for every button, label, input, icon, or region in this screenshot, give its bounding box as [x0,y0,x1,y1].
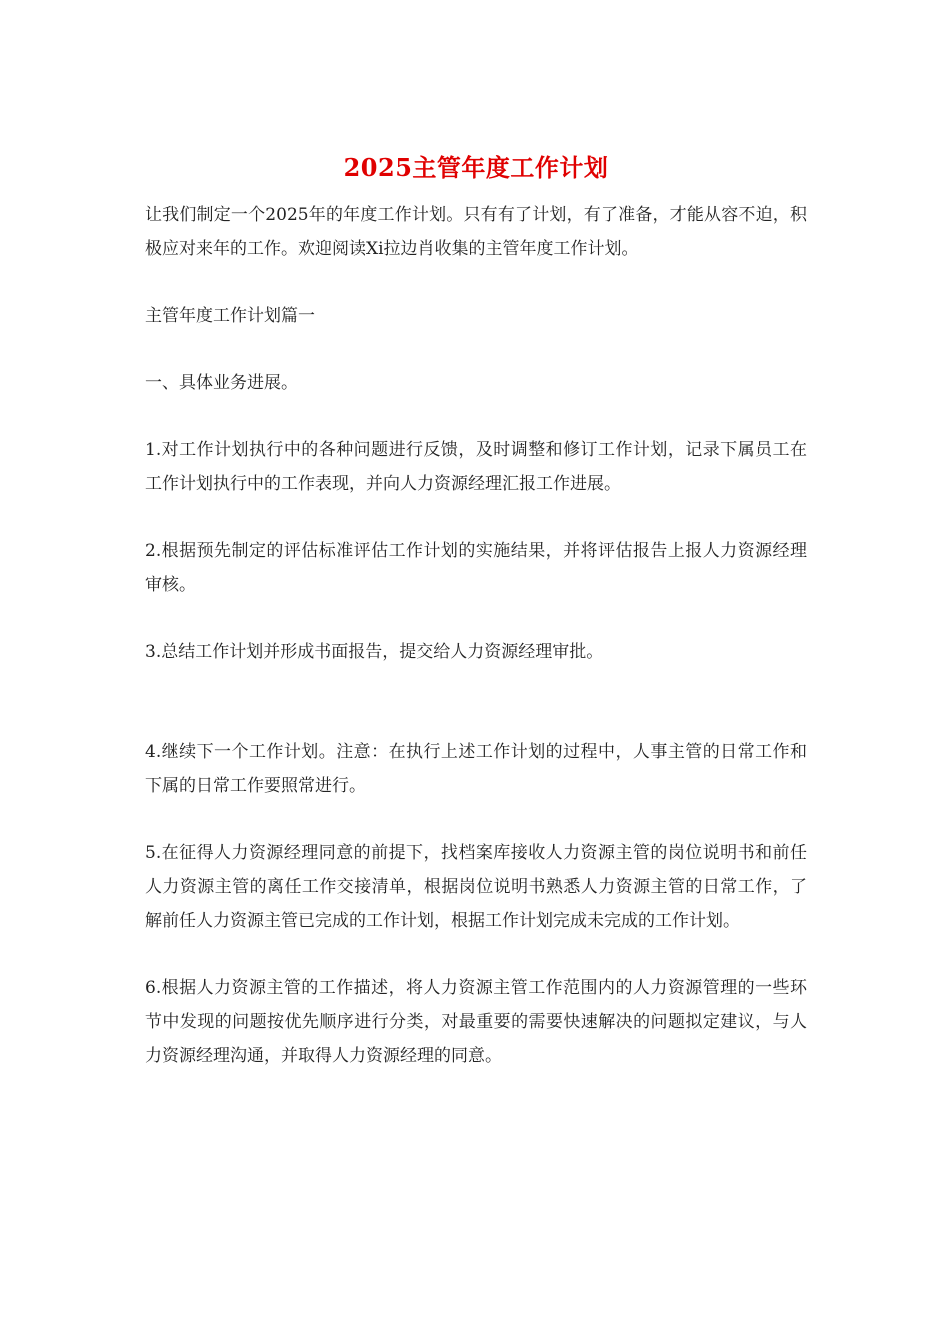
spacer [145,602,807,635]
list-item-5: 5.在征得人力资源经理同意的前提下，找档案库接收人力资源主管的岗位说明书和前任人力资源主管的离任工作交接清单，根据岗位说明书熟悉人力资源主管的日常工作，了解前任人力资源主管已完成的工作计划，根据工作计划完成未完成的工作计划。 [145,843,807,931]
spacer [145,669,807,735]
list-item-1: 1.对工作计划执行中的各种问题进行反馈，及时调整和修订工作计划，记录下属员工在工作计划执行中的工作表现，并向人力资源经理汇报工作进展。 [145,440,807,494]
list-item-4: 4.继续下一个工作计划。注意：在执行上述工作计划的过程中，人事主管的日常工作和下属的日常工作要照常进行。 [145,742,807,796]
subsection-title: 一、具体业务进展。 [145,373,298,393]
spacer [145,333,807,366]
list-item-2: 2.根据预先制定的评估标准评估工作计划的实施结果，并将评估报告上报人力资源经理审核。 [145,541,807,595]
document-title: 2025主管年度工作计划 [343,153,609,182]
intro-paragraph: 让我们制定一个2025年的年度工作计划。只有有了计划，有了准备，才能从容不迫，积极应对来年的工作。欢迎阅读Xi拉边肖收集的主管年度工作计划。 [145,205,807,259]
spacer [145,400,807,433]
spacer [145,803,807,836]
spacer [145,501,807,534]
spacer [145,938,807,971]
section-title: 主管年度工作计划篇一 [145,306,315,326]
list-item-3: 3.总结工作计划并形成书面报告，提交给人力资源经理审批。 [145,642,604,662]
list-item-6: 6.根据人力资源主管的工作描述，将人力资源主管工作范围内的人力资源管理的一些环节中发现的问题按优先顺序进行分类，对最重要的需要快速解决的问题拟定建议，与人力资源经理沟通，并取得人力资源经理的同意。 [145,978,807,1066]
document-page [145,150,807,1073]
spacer [145,266,807,299]
